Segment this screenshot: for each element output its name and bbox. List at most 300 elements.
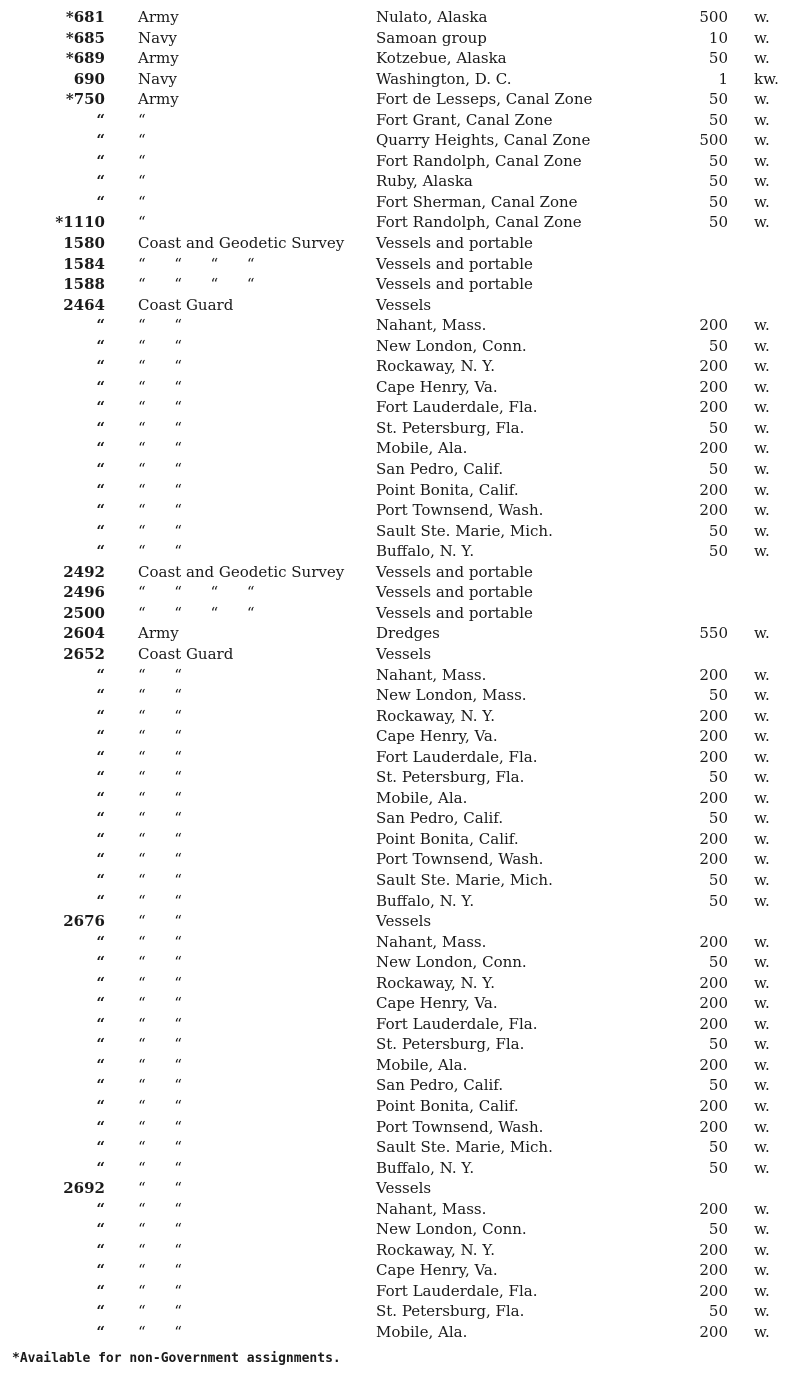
table-row xyxy=(0,849,788,870)
service-cell: “ xyxy=(138,110,146,129)
unit-cell: w. xyxy=(754,213,770,232)
unit-cell: w. xyxy=(754,131,770,150)
service-cell: “ xyxy=(138,131,146,150)
unit-cell: w. xyxy=(754,624,770,643)
service-cell: “ “ xyxy=(138,1035,182,1054)
frequency-cell: “ xyxy=(96,994,105,1013)
location-cell: Vessels xyxy=(376,1179,432,1198)
location-cell: Vessels xyxy=(376,644,432,663)
location-cell: Fort Lauderdale, Fla. xyxy=(376,747,538,766)
unit-cell: w. xyxy=(754,953,770,972)
unit-cell: w. xyxy=(754,768,770,787)
location-cell: Vessels and portable xyxy=(376,275,533,294)
frequency-cell: *685 xyxy=(65,28,105,47)
location-cell: New London, Conn. xyxy=(376,953,527,972)
power-cell: 200 xyxy=(699,1240,728,1259)
frequency-cell: 1584 xyxy=(63,254,105,273)
service-cell: “ “ xyxy=(138,1096,182,1115)
location-cell: Mobile, Ala. xyxy=(376,439,468,458)
power-cell: 200 xyxy=(699,850,728,869)
frequency-cell: “ xyxy=(96,1076,105,1095)
service-cell: “ “ xyxy=(138,1323,182,1341)
frequency-cell: “ xyxy=(96,788,105,807)
table-row xyxy=(0,438,788,459)
power-cell: 50 xyxy=(708,336,728,355)
frequency-cell: “ xyxy=(96,357,105,376)
service-cell: “ “ xyxy=(138,665,182,684)
table-row xyxy=(0,1055,788,1076)
frequency-cell: 2604 xyxy=(63,624,105,643)
location-cell: Samoan group xyxy=(376,28,487,47)
location-cell: Mobile, Ala. xyxy=(376,788,468,807)
service-cell: Navy xyxy=(138,69,178,88)
table-row xyxy=(0,1178,788,1199)
location-cell: New London, Conn. xyxy=(376,1220,527,1239)
table-row xyxy=(0,829,788,850)
table-row xyxy=(0,1096,788,1117)
power-cell: 200 xyxy=(699,480,728,499)
frequency-cell: 2500 xyxy=(63,603,105,622)
service-cell: “ “ xyxy=(138,994,182,1013)
unit-cell: w. xyxy=(754,460,770,479)
table-row xyxy=(0,274,788,295)
service-cell: “ “ xyxy=(138,686,182,705)
table-row xyxy=(0,7,788,28)
unit-cell: w. xyxy=(754,788,770,807)
service-cell: “ “ xyxy=(138,1302,182,1321)
unit-cell: w. xyxy=(754,110,770,129)
service-cell: “ “ xyxy=(138,891,182,910)
table-row xyxy=(0,397,788,418)
unit-cell: w. xyxy=(754,1055,770,1074)
location-cell: Port Townsend, Wash. xyxy=(376,850,544,869)
table-row xyxy=(0,1260,788,1281)
service-cell: “ “ xyxy=(138,1261,182,1280)
frequency-cell: “ xyxy=(96,192,105,211)
table-row xyxy=(0,1199,788,1220)
service-cell: “ “ xyxy=(138,973,182,992)
frequency-cell: *681 xyxy=(65,8,105,26)
unit-cell: w. xyxy=(754,1261,770,1280)
frequency-cell: “ xyxy=(96,398,105,417)
frequency-cell: “ xyxy=(96,460,105,479)
location-cell: New London, Conn. xyxy=(376,336,527,355)
unit-cell: w. xyxy=(754,1302,770,1321)
frequency-cell: 2692 xyxy=(63,1179,105,1198)
power-cell: 200 xyxy=(699,439,728,458)
location-cell: Washington, D. C. xyxy=(376,69,512,88)
power-cell: 50 xyxy=(708,953,728,972)
frequency-cell: “ xyxy=(96,1302,105,1321)
location-cell: Fort Randolph, Canal Zone xyxy=(376,213,582,232)
table-row xyxy=(0,254,788,275)
unit-cell: w. xyxy=(754,809,770,828)
service-cell: Coast and Geodetic Survey xyxy=(138,234,345,253)
location-cell: Cape Henry, Va. xyxy=(376,377,498,396)
unit-cell: w. xyxy=(754,377,770,396)
frequency-cell: “ xyxy=(96,829,105,848)
unit-cell: w. xyxy=(754,1076,770,1095)
service-cell: “ “ “ “ xyxy=(138,603,255,622)
table-row xyxy=(0,1281,788,1302)
power-cell: 50 xyxy=(708,1076,728,1095)
service-cell: “ “ xyxy=(138,932,182,951)
unit-cell: w. xyxy=(754,686,770,705)
unit-cell: w. xyxy=(754,1323,770,1341)
location-cell: Buffalo, N. Y. xyxy=(376,542,475,561)
table-row xyxy=(0,685,788,706)
frequency-cell: 2676 xyxy=(63,912,105,931)
service-cell: Army xyxy=(138,49,179,68)
table-row xyxy=(0,1322,788,1343)
service-cell: “ “ xyxy=(138,747,182,766)
location-cell: Nahant, Mass. xyxy=(376,665,487,684)
power-cell: 200 xyxy=(699,1323,728,1341)
table-body xyxy=(0,7,788,1343)
unit-cell: w. xyxy=(754,316,770,335)
power-cell: 50 xyxy=(708,172,728,191)
power-cell: 200 xyxy=(699,1014,728,1033)
service-cell: Army xyxy=(138,8,179,26)
service-cell: “ “ xyxy=(138,850,182,869)
location-cell: Vessels and portable xyxy=(376,562,533,581)
unit-cell: kw. xyxy=(754,69,779,88)
location-cell: Nahant, Mass. xyxy=(376,932,487,951)
power-cell: 50 xyxy=(708,1220,728,1239)
location-cell: St. Petersburg, Fla. xyxy=(376,1302,525,1321)
power-cell: 50 xyxy=(708,542,728,561)
frequency-cell: 1580 xyxy=(63,234,105,253)
service-cell: “ “ xyxy=(138,870,182,889)
frequency-cell: “ xyxy=(96,1158,105,1177)
location-cell: St. Petersburg, Fla. xyxy=(376,768,525,787)
service-cell: “ “ xyxy=(138,1117,182,1136)
power-cell: 500 xyxy=(699,131,728,150)
location-cell: Quarry Heights, Canal Zone xyxy=(376,131,591,150)
unit-cell: w. xyxy=(754,1117,770,1136)
frequency-table xyxy=(0,7,788,1343)
service-cell: “ “ xyxy=(138,1158,182,1177)
power-cell: 200 xyxy=(699,727,728,746)
service-cell: “ “ xyxy=(138,1240,182,1259)
frequency-cell: “ xyxy=(96,1138,105,1157)
table-row xyxy=(0,315,788,336)
table-row xyxy=(0,767,788,788)
table-row xyxy=(0,1158,788,1179)
service-cell: “ “ xyxy=(138,706,182,725)
power-cell: 50 xyxy=(708,521,728,540)
location-cell: Rockaway, N. Y. xyxy=(376,1240,495,1259)
frequency-cell: “ xyxy=(96,706,105,725)
frequency-cell: “ xyxy=(96,110,105,129)
unit-cell: w. xyxy=(754,932,770,951)
table-row xyxy=(0,130,788,151)
location-cell: San Pedro, Calif. xyxy=(376,460,504,479)
location-cell: Vessels and portable xyxy=(376,583,533,602)
table-row xyxy=(0,665,788,686)
frequency-cell: “ xyxy=(96,809,105,828)
frequency-cell: “ xyxy=(96,932,105,951)
frequency-cell: “ xyxy=(96,665,105,684)
location-cell: Kotzebue, Alaska xyxy=(376,49,507,68)
frequency-cell: *689 xyxy=(65,49,105,68)
frequency-cell: “ xyxy=(96,1055,105,1074)
service-cell: “ “ xyxy=(138,1179,182,1198)
power-cell: 200 xyxy=(699,1055,728,1074)
table-row xyxy=(0,623,788,644)
service-cell: “ “ xyxy=(138,521,182,540)
table-row xyxy=(0,1075,788,1096)
table-row xyxy=(0,459,788,480)
service-cell: Army xyxy=(138,624,179,643)
table-row xyxy=(0,233,788,254)
table-row xyxy=(0,603,788,624)
unit-cell: w. xyxy=(754,336,770,355)
unit-cell: w. xyxy=(754,90,770,109)
service-cell: “ “ xyxy=(138,377,182,396)
service-cell: Army xyxy=(138,90,179,109)
service-cell: “ “ xyxy=(138,336,182,355)
table-row xyxy=(0,89,788,110)
service-cell: “ “ xyxy=(138,1220,182,1239)
power-cell: 50 xyxy=(708,418,728,437)
frequency-cell: “ xyxy=(96,336,105,355)
location-cell: Mobile, Ala. xyxy=(376,1055,468,1074)
table-row xyxy=(0,1034,788,1055)
location-cell: Fort de Lesseps, Canal Zone xyxy=(376,90,593,109)
service-cell: “ “ xyxy=(138,460,182,479)
frequency-cell: “ xyxy=(96,870,105,889)
frequency-cell: “ xyxy=(96,377,105,396)
unit-cell: w. xyxy=(754,829,770,848)
frequency-cell: “ xyxy=(96,850,105,869)
table-row xyxy=(0,788,788,809)
unit-cell: w. xyxy=(754,850,770,869)
frequency-cell: “ xyxy=(96,1035,105,1054)
service-cell: “ “ xyxy=(138,542,182,561)
power-cell: 50 xyxy=(708,151,728,170)
service-cell: “ “ “ “ xyxy=(138,583,255,602)
power-cell: 200 xyxy=(699,501,728,520)
frequency-cell: 2652 xyxy=(63,644,105,663)
location-cell: Cape Henry, Va. xyxy=(376,1261,498,1280)
location-cell: San Pedro, Calif. xyxy=(376,1076,504,1095)
frequency-cell: “ xyxy=(96,316,105,335)
service-cell: “ “ xyxy=(138,912,182,931)
location-cell: Rockaway, N. Y. xyxy=(376,706,495,725)
table-row xyxy=(0,212,788,233)
service-cell: “ “ xyxy=(138,788,182,807)
frequency-cell: “ xyxy=(96,418,105,437)
power-cell: 50 xyxy=(708,460,728,479)
service-cell: “ xyxy=(138,213,146,232)
service-cell: “ “ xyxy=(138,398,182,417)
unit-cell: w. xyxy=(754,706,770,725)
frequency-cell: “ xyxy=(96,439,105,458)
frequency-cell: “ xyxy=(96,542,105,561)
service-cell: “ “ xyxy=(138,480,182,499)
table-row xyxy=(0,69,788,90)
power-cell: 200 xyxy=(699,1261,728,1280)
location-cell: Vessels xyxy=(376,295,432,314)
power-cell: 1 xyxy=(718,69,728,88)
power-cell: 200 xyxy=(699,706,728,725)
frequency-cell: “ xyxy=(96,131,105,150)
frequency-cell: “ xyxy=(96,480,105,499)
location-cell: Ruby, Alaska xyxy=(376,172,473,191)
unit-cell: w. xyxy=(754,1096,770,1115)
unit-cell: w. xyxy=(754,1281,770,1300)
table-row xyxy=(0,480,788,501)
frequency-cell: “ xyxy=(96,1323,105,1341)
table-row xyxy=(0,870,788,891)
power-cell: 200 xyxy=(699,316,728,335)
location-cell: Dredges xyxy=(376,624,440,643)
frequency-cell: “ xyxy=(96,1014,105,1033)
frequency-cell: “ xyxy=(96,501,105,520)
power-cell: 200 xyxy=(699,398,728,417)
unit-cell: w. xyxy=(754,747,770,766)
service-cell: “ “ xyxy=(138,439,182,458)
table-row xyxy=(0,973,788,994)
location-cell: Buffalo, N. Y. xyxy=(376,891,475,910)
location-cell: Nahant, Mass. xyxy=(376,316,487,335)
frequency-cell: “ xyxy=(96,521,105,540)
power-cell: 200 xyxy=(699,1281,728,1300)
table-row xyxy=(0,500,788,521)
table-row xyxy=(0,1014,788,1035)
location-cell: Nulato, Alaska xyxy=(376,8,488,26)
table-row xyxy=(0,151,788,172)
service-cell: “ “ xyxy=(138,1138,182,1157)
frequency-cell: 690 xyxy=(73,69,105,88)
table-row xyxy=(0,582,788,603)
location-cell: New London, Mass. xyxy=(376,686,527,705)
service-cell: Coast Guard xyxy=(138,644,234,663)
service-cell: “ xyxy=(138,172,146,191)
table-row xyxy=(0,28,788,49)
frequency-cell: “ xyxy=(96,1096,105,1115)
location-cell: Point Bonita, Calif. xyxy=(376,829,519,848)
frequency-cell: “ xyxy=(96,891,105,910)
location-cell: Buffalo, N. Y. xyxy=(376,1158,475,1177)
unit-cell: w. xyxy=(754,8,770,26)
location-cell: St. Petersburg, Fla. xyxy=(376,418,525,437)
power-cell: 50 xyxy=(708,809,728,828)
service-cell: “ “ xyxy=(138,1076,182,1095)
power-cell: 50 xyxy=(708,90,728,109)
power-cell: 200 xyxy=(699,1199,728,1218)
location-cell: Rockaway, N. Y. xyxy=(376,357,495,376)
service-cell: “ “ xyxy=(138,1055,182,1074)
unit-cell: w. xyxy=(754,151,770,170)
service-cell: “ “ xyxy=(138,1199,182,1218)
unit-cell: w. xyxy=(754,398,770,417)
power-cell: 50 xyxy=(708,110,728,129)
power-cell: 50 xyxy=(708,1035,728,1054)
location-cell: Point Bonita, Calif. xyxy=(376,480,519,499)
service-cell: “ “ xyxy=(138,1014,182,1033)
table-row xyxy=(0,110,788,131)
frequency-cell: “ xyxy=(96,1117,105,1136)
location-cell: Fort Lauderdale, Fla. xyxy=(376,1014,538,1033)
power-cell: 200 xyxy=(699,829,728,848)
location-cell: Fort Lauderdale, Fla. xyxy=(376,398,538,417)
unit-cell: w. xyxy=(754,28,770,47)
frequency-cell: 2492 xyxy=(63,562,105,581)
power-cell: 50 xyxy=(708,870,728,889)
frequency-cell: 1588 xyxy=(63,275,105,294)
unit-cell: w. xyxy=(754,1014,770,1033)
service-cell: “ “ xyxy=(138,418,182,437)
power-cell: 200 xyxy=(699,357,728,376)
location-cell: Fort Sherman, Canal Zone xyxy=(376,192,578,211)
table-row xyxy=(0,48,788,69)
table-row xyxy=(0,336,788,357)
service-cell: “ “ xyxy=(138,768,182,787)
table-row xyxy=(0,1219,788,1240)
frequency-cell: 2464 xyxy=(63,295,105,314)
frequency-cell: “ xyxy=(96,953,105,972)
table-row xyxy=(0,1301,788,1322)
unit-cell: w. xyxy=(754,192,770,211)
frequency-cell: “ xyxy=(96,151,105,170)
unit-cell: w. xyxy=(754,542,770,561)
power-cell: 50 xyxy=(708,891,728,910)
unit-cell: w. xyxy=(754,994,770,1013)
frequency-cell: “ xyxy=(96,172,105,191)
location-cell: Cape Henry, Va. xyxy=(376,994,498,1013)
table-row xyxy=(0,295,788,316)
location-cell: Rockaway, N. Y. xyxy=(376,973,495,992)
frequency-cell: “ xyxy=(96,747,105,766)
service-cell: Navy xyxy=(138,28,178,47)
service-cell: “ “ xyxy=(138,501,182,520)
unit-cell: w. xyxy=(754,973,770,992)
frequency-cell: “ xyxy=(96,1281,105,1300)
location-cell: Sault Ste. Marie, Mich. xyxy=(376,521,553,540)
service-cell: Coast and Geodetic Survey xyxy=(138,562,345,581)
unit-cell: w. xyxy=(754,1240,770,1259)
service-cell: “ “ xyxy=(138,953,182,972)
table-row xyxy=(0,356,788,377)
power-cell: 200 xyxy=(699,973,728,992)
frequency-cell: “ xyxy=(96,768,105,787)
power-cell: 50 xyxy=(708,768,728,787)
unit-cell: w. xyxy=(754,1199,770,1218)
power-cell: 50 xyxy=(708,1138,728,1157)
service-cell: “ “ “ “ xyxy=(138,275,255,294)
service-cell: Coast Guard xyxy=(138,295,234,314)
footnote: *Available for non-Government assignments. xyxy=(12,1351,341,1366)
table-row xyxy=(0,377,788,398)
frequency-cell: *750 xyxy=(65,90,105,109)
table-row xyxy=(0,644,788,665)
unit-cell: w. xyxy=(754,521,770,540)
location-cell: Mobile, Ala. xyxy=(376,1323,468,1341)
table-row xyxy=(0,192,788,213)
power-cell: 200 xyxy=(699,788,728,807)
power-cell: 50 xyxy=(708,213,728,232)
table-row xyxy=(0,541,788,562)
location-cell: Vessels and portable xyxy=(376,234,533,253)
unit-cell: w. xyxy=(754,501,770,520)
service-cell: “ “ xyxy=(138,809,182,828)
power-cell: 50 xyxy=(708,1302,728,1321)
location-cell: Sault Ste. Marie, Mich. xyxy=(376,1138,553,1157)
service-cell: “ “ xyxy=(138,357,182,376)
power-cell: 500 xyxy=(699,8,728,26)
